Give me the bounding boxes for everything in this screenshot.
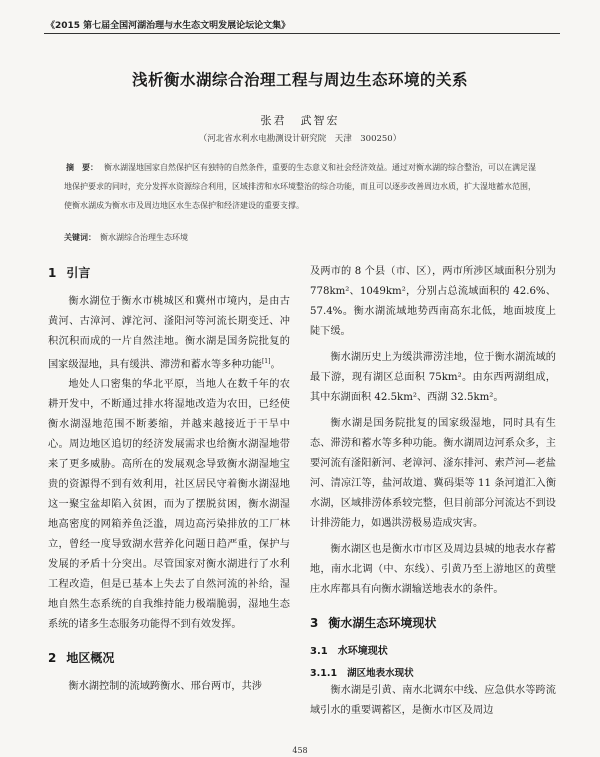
abstract bbox=[64, 158, 538, 215]
paper-title: 浅析衡水湖综合治理工程与周边生态环境的关系 bbox=[131, 71, 468, 89]
paragraph: 地处人口密集的华北平原，当地人在数千年的农耕开发中，不断通过排水将湿地改造为农田，已经使衡水湖湿地范围不断萎缩，并越来越接近于干旱中心。周边地区追切的经济发展需求也给衡水湖湿地带来了更多威胁。高所在的发展观念导致衡水湖湿地宝贵的资源得不到有效利用，社区居民守着衡水湖湿地这一聚宝盆却陷入贫困，而为了摆脱贫困，衡水湖湿地高密度的网箱养鱼泛滥，周边高污染排放的工厂林立，曾经一度导致湖水营养化问题日趋严重，保护与发展的矛盾十分突出。尽管国家对衡水湖进行了水利工程改造，但是已基本上失去了自然河流的补给，湿地自然生态系统的自我维持能力极端脆弱，湿地生态系统的诸多生态服务功能得不到有效发挥。 bbox=[48, 379, 290, 631]
paragraph-end: 。 bbox=[270, 359, 281, 371]
affiliation: （河北省水利水电勘测设计研究院 天津 300250） bbox=[198, 134, 402, 144]
paragraph: 衡水湖历史上为缓洪滞涝洼地，位于衡水湖流域的最下游，现有湖区总面积 75km²。由东西两湖组成，其中东湖面积 42.5km²、西湖 32.5km²。 bbox=[310, 352, 556, 403]
section-title: 引言 bbox=[66, 266, 91, 280]
page-number: 458 bbox=[292, 746, 308, 755]
subsection-title: 水环境现状 bbox=[337, 646, 388, 657]
paragraph: 衡水湖区也是衡水市市区及周边县城的地表水存蓄地，南水北调（中、东线）、引黄乃至上游地区的黄壁庄水库都具有向衡水湖输送地表水的条件。 bbox=[310, 544, 556, 595]
paragraph bbox=[48, 292, 290, 375]
left-column bbox=[48, 258, 290, 697]
authors bbox=[0, 112, 600, 128]
section-number: 1 bbox=[48, 266, 57, 280]
paragraph: 衡水湖是国务院批复的国家级湿地，同时具有生态、滞涝和蓄水等多种功能。衡水湖周边河系众多，主要河流有滏阳新河、老漳河、滏东排河、索芦河—老盐河、清凉江等，盐河故道、冀码渠等 11 条河道汇入衡水湖，区域排涝体系较完整，但目前部分河流达不到设计排涝能力，如遇洪涝极易造成灾害。 bbox=[310, 418, 556, 529]
author-name: 张君 bbox=[260, 114, 287, 127]
subsection-number: 3.1 bbox=[310, 646, 328, 657]
section-title: 衡水湖生态环境现状 bbox=[328, 616, 437, 630]
paragraph: 衡水湖是引黄、南水北调东中线、应急供水等跨流域引水的重要调蓄区，是衡水市区及周边 bbox=[310, 685, 556, 716]
running-head: 《2015 第七届全国河湖治理与水生态文明发展论坛论文集》 bbox=[46, 21, 291, 31]
right-column bbox=[310, 262, 556, 721]
subsubsection-title: 湖区地表水现状 bbox=[347, 668, 414, 679]
subsubsection-number: 3.1.1 bbox=[310, 668, 338, 679]
section-heading-intro bbox=[48, 264, 290, 282]
paragraph-text: 衡水湖位于衡水市桃城区和冀州市境内，是由古黄河、古漳河、滹沱河、滏阳河等河流长期变迁、冲积沉积而成的一片自然洼地。衡水湖是国务院批复的国家级湿地，具有缓洪、滞涝和蓄水等多种功能 bbox=[48, 296, 290, 371]
abstract-label: 摘 要： bbox=[66, 162, 98, 172]
section-number: 2 bbox=[48, 651, 57, 666]
subsubsection-heading bbox=[310, 665, 556, 679]
section-title: 地区概况 bbox=[66, 651, 115, 666]
section-heading-overview bbox=[48, 649, 290, 667]
section-heading-ecology bbox=[310, 614, 556, 632]
abstract-text: 衡水湖湿地国家自然保护区有独特的自然条件，重要的生态意义和社会经济效益。通过对衡水湖的综合整治，可以在满足湿地保护要求的同时，充分发挥水资源综合利用，区域排涝和水环境整治的综合功能，而且可以逐步改善周边水质，扩大湿地蓄水范围，使衡水湖成为衡水市及周边地区水生态保护和经济建设的重要支撑。 bbox=[64, 163, 536, 210]
paragraph: 衡水湖控制的流域跨衡水、邢台两市，共涉 bbox=[68, 681, 262, 693]
author-name: 武智宏 bbox=[300, 114, 340, 127]
paragraph: 及两市的 8 个县（市、区），两市所涉区域面积分别为 778km²、1049km²，分别占总流域面积的 42.6%、57.4%。衡水湖流域地势西南高东北低，地面坡度上陡下缓。 bbox=[310, 266, 556, 337]
keywords-text: 衡水湖综合治理生态环境 bbox=[100, 233, 188, 242]
keywords bbox=[64, 232, 188, 243]
keywords-label: 关键词： bbox=[64, 232, 96, 242]
subsection-heading bbox=[310, 642, 556, 657]
section-number: 3 bbox=[310, 616, 319, 630]
header-rule bbox=[44, 33, 560, 34]
citation: [1] bbox=[261, 358, 271, 365]
